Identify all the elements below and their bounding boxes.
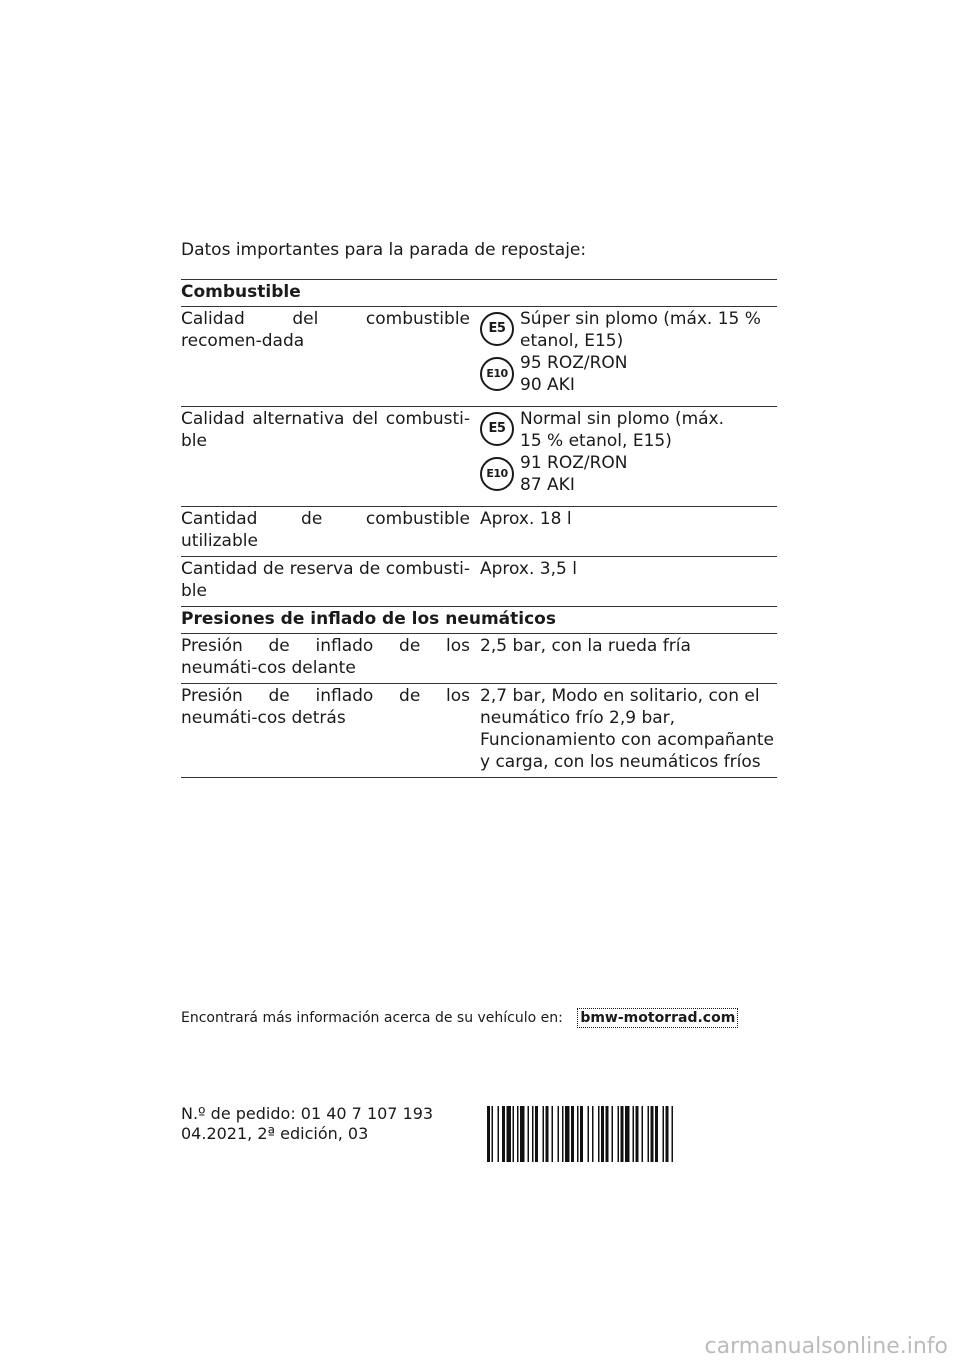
row-value xyxy=(476,408,777,502)
barcode-bar xyxy=(601,1106,604,1162)
e5-fuel-icon: E5 xyxy=(480,412,514,446)
barcode-bar xyxy=(487,1106,490,1162)
barcode-bar xyxy=(552,1106,554,1162)
e10-fuel-icon: E10 xyxy=(480,457,514,491)
barcode-bar xyxy=(543,1106,545,1162)
table-row-usable-fuel xyxy=(181,506,777,556)
barcode-bar xyxy=(642,1106,644,1162)
intro-text: Datos importantes para la parada de repostaje: xyxy=(181,240,587,260)
order-block xyxy=(181,1104,433,1144)
order-number: N.º de pedido: 01 40 7 107 193 xyxy=(181,1104,434,1123)
barcode-bar xyxy=(502,1106,505,1162)
barcode-bar xyxy=(492,1106,494,1162)
row-label: Calidad del combustible recomen-dada xyxy=(181,309,470,351)
barcode-bar xyxy=(532,1106,534,1162)
watermark-text: carmanualsonline.info xyxy=(704,1334,948,1359)
barcode-bar xyxy=(528,1106,530,1162)
fuel-line: 90 AKI xyxy=(520,375,575,395)
barcode-bar xyxy=(520,1106,525,1162)
row-value xyxy=(476,308,777,402)
barcode-bar xyxy=(498,1106,500,1162)
table-row-fuel-recommended xyxy=(181,306,777,406)
barcode-bar xyxy=(580,1106,583,1162)
barcode xyxy=(487,1106,777,1162)
refuel-spec-table xyxy=(181,279,777,778)
barcode-bar xyxy=(588,1106,590,1162)
e5-fuel-icon: E5 xyxy=(480,312,514,346)
barcode-bar xyxy=(546,1106,549,1162)
barcode-bar xyxy=(592,1106,594,1162)
row-label: Cantidad de combustible utilizable xyxy=(181,509,470,551)
fuel-line: Normal sin plomo (máx. xyxy=(520,409,725,429)
barcode-bar xyxy=(535,1106,538,1162)
barcode-bar xyxy=(666,1106,669,1162)
barcode-bar xyxy=(577,1106,579,1162)
row-value: 2,7 bar, Modo en solitario, con el neumático frío 2,9 bar, Funcionamiento con acompañante y carga, con los neumáticos fríos xyxy=(480,686,774,772)
barcode-bar xyxy=(612,1106,614,1162)
edition-info: 04.2021, 2ª edición, 03 xyxy=(181,1124,369,1143)
website-link[interactable]: bmw-motorrad.com xyxy=(577,1008,738,1028)
row-label: Presión de inflado de los neumáti-cos detrás xyxy=(181,686,470,728)
row-label: Presión de inflado de los neumáti-cos delante xyxy=(181,636,470,678)
barcode-bar xyxy=(606,1106,609,1162)
barcode-bar xyxy=(651,1106,654,1162)
row-label: Calidad alternativa del combusti-ble xyxy=(181,409,470,451)
table-row-tire-front xyxy=(181,633,777,683)
fuel-line: Súper sin plomo (máx. 15 % xyxy=(520,309,761,329)
barcode-bar xyxy=(648,1106,650,1162)
row-value: Aprox. 18 l xyxy=(480,509,572,529)
table-row-reserve-fuel xyxy=(181,556,777,606)
barcode-bar xyxy=(618,1106,620,1162)
barcode-bar xyxy=(517,1106,519,1162)
barcode-bar xyxy=(633,1106,635,1162)
barcode-bar xyxy=(636,1106,639,1162)
row-value: Aprox. 3,5 l xyxy=(480,559,577,579)
barcode-bar xyxy=(625,1106,630,1162)
barcode-bar xyxy=(598,1106,600,1162)
barcode-bar xyxy=(571,1106,574,1162)
e10-fuel-icon: E10 xyxy=(480,357,514,391)
fuel-line: 91 ROZ/RON xyxy=(520,453,628,473)
barcode-bar xyxy=(663,1106,665,1162)
section-title-tires: Presiones de inflado de los neumáticos xyxy=(181,606,777,633)
fuel-line: 15 % etanol, E15) xyxy=(520,431,672,451)
barcode-bar xyxy=(513,1106,515,1162)
barcode-bar xyxy=(672,1106,674,1162)
table-row-fuel-alternative xyxy=(181,406,777,506)
fuel-line: 95 ROZ/RON xyxy=(520,353,628,373)
row-label: Cantidad de reserva de combusti-ble xyxy=(181,559,470,601)
barcode-bar xyxy=(621,1106,624,1162)
barcode-bar xyxy=(655,1106,658,1162)
row-value: 2,5 bar, con la rueda fría xyxy=(480,636,691,656)
fuel-line: etanol, E15) xyxy=(520,331,624,351)
section-title-fuel: Combustible xyxy=(181,279,777,306)
more-info-text: Encontrará más información acerca de su vehículo en: xyxy=(181,1010,563,1026)
barcode-bar xyxy=(565,1106,570,1162)
barcode-bar xyxy=(507,1106,512,1162)
more-info-line xyxy=(181,1008,738,1028)
table-row-tire-rear xyxy=(181,683,777,778)
barcode-bar xyxy=(562,1106,564,1162)
fuel-line: 87 AKI xyxy=(520,475,575,495)
barcode-bar xyxy=(558,1106,560,1162)
